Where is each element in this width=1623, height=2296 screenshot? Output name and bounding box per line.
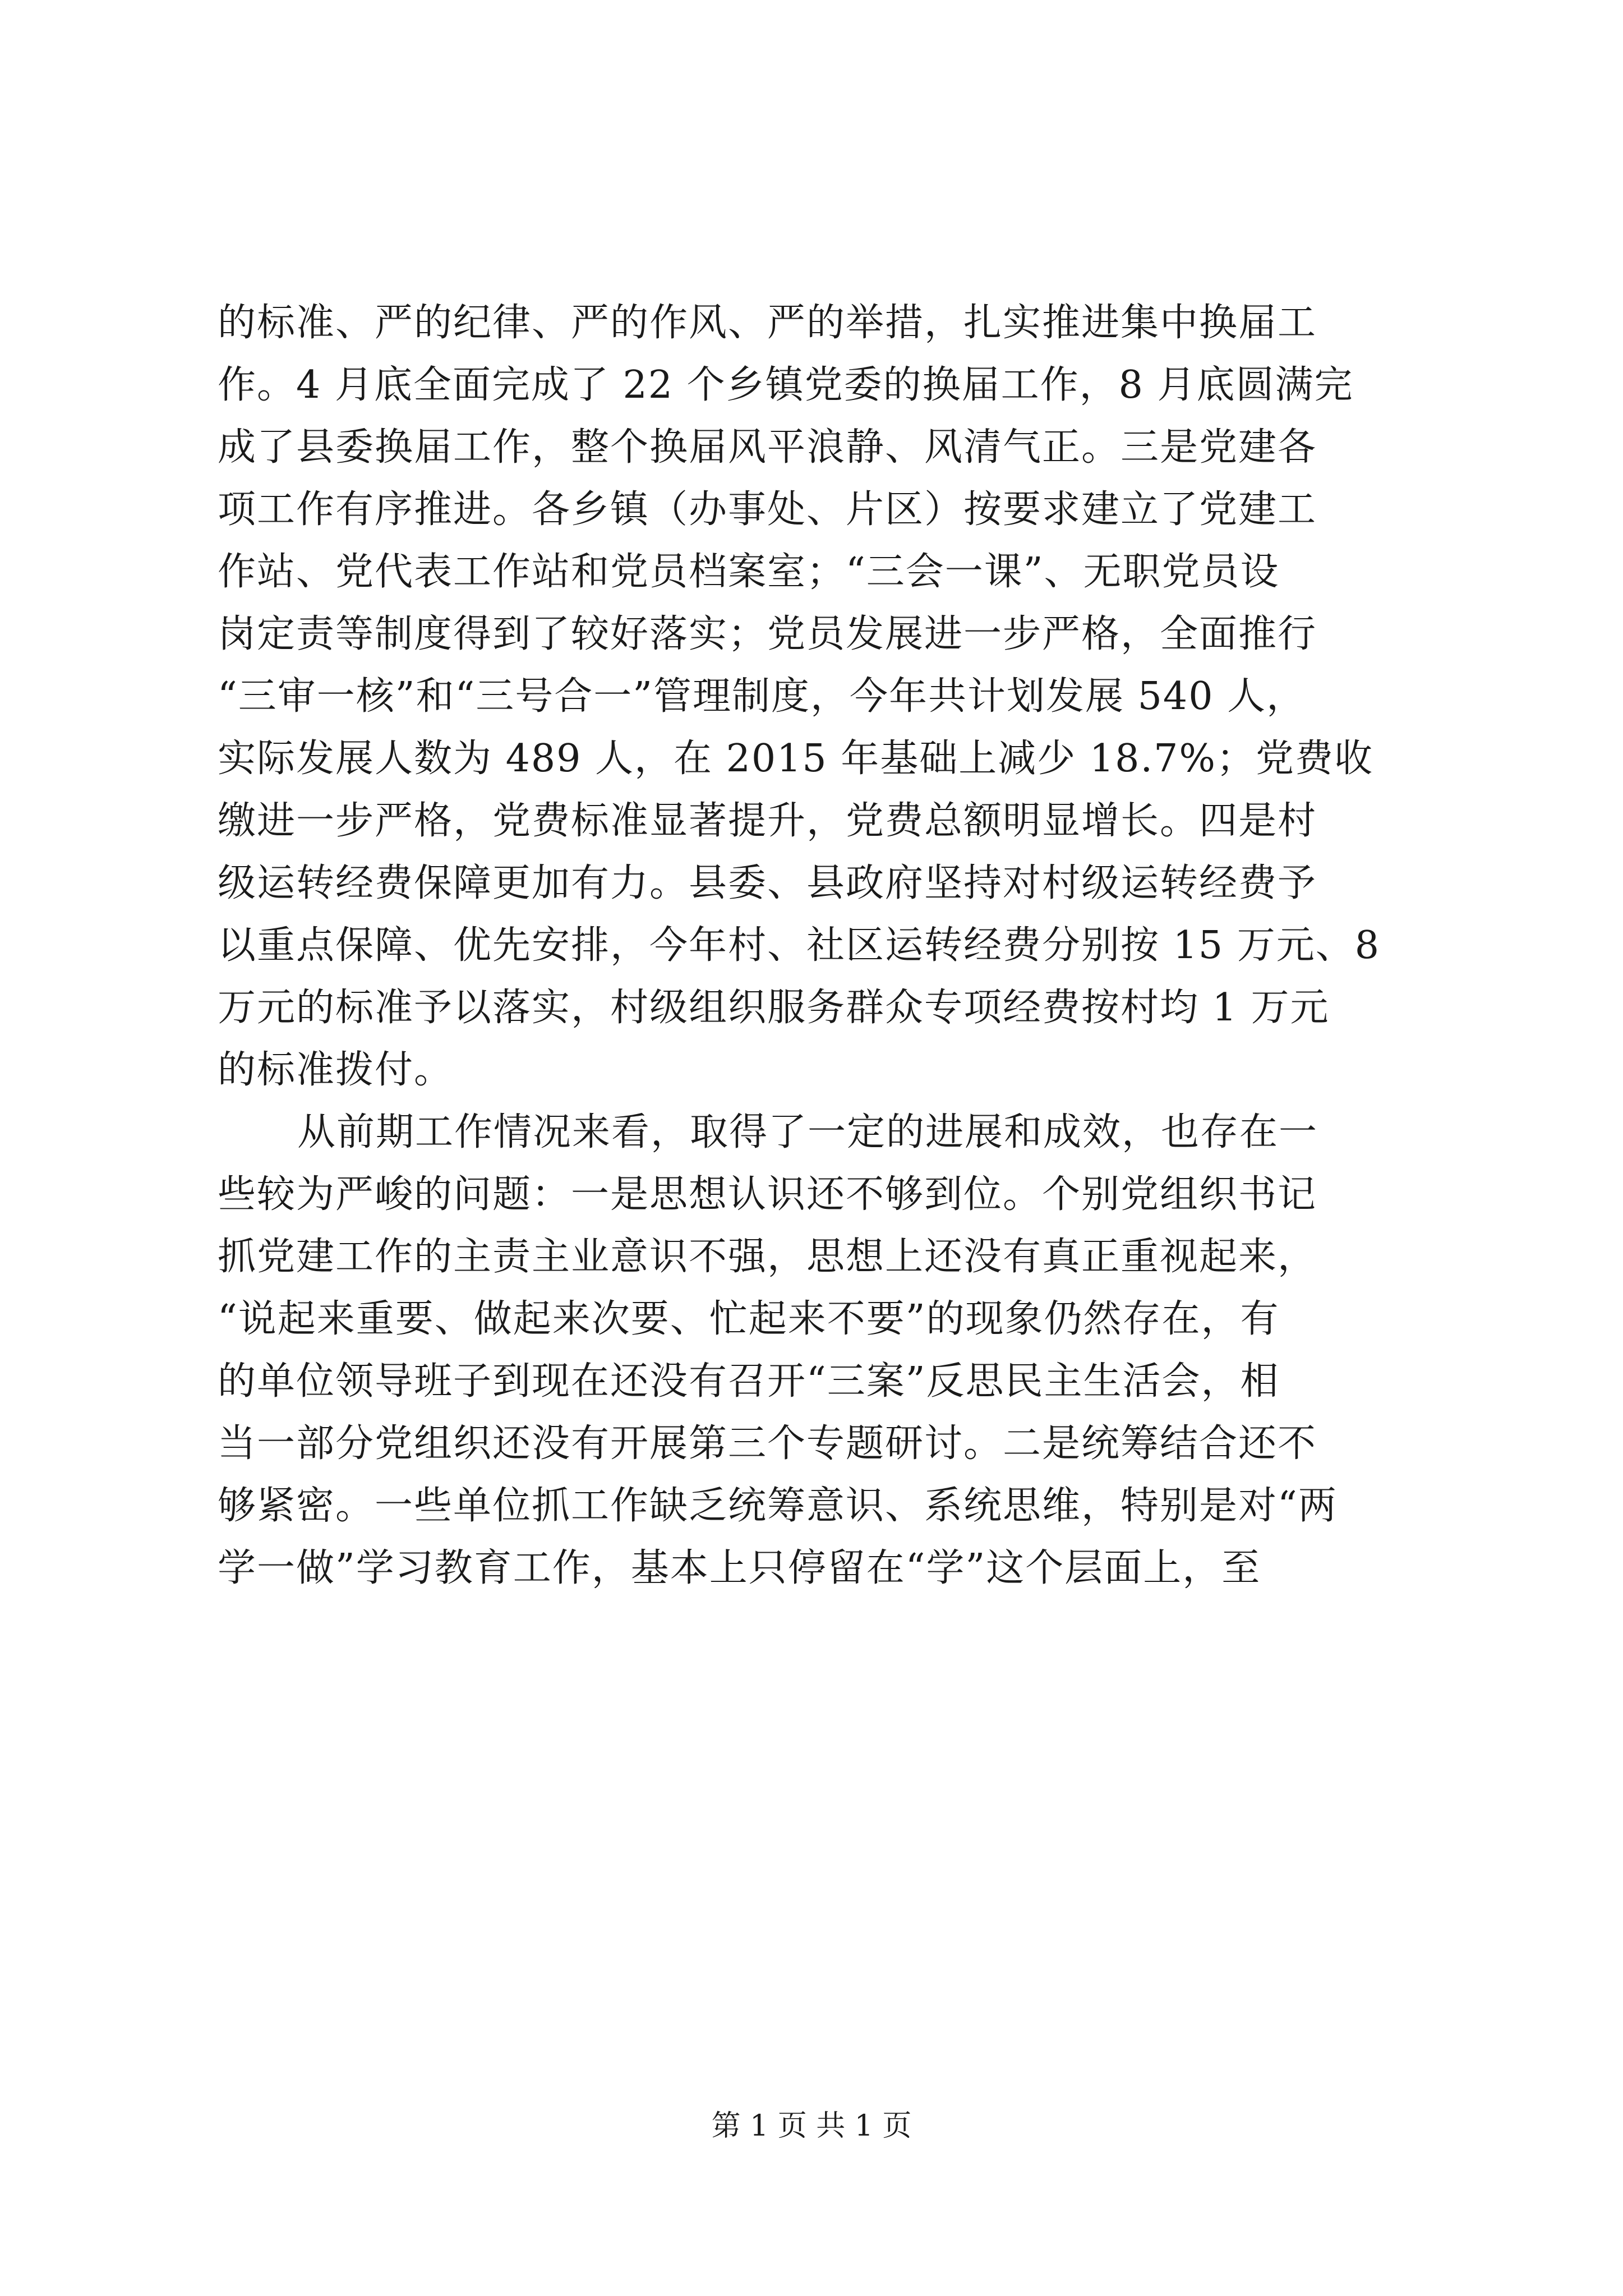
body-text <box>218 292 1418 1599</box>
text-line: 的标准拨付。 <box>218 1048 454 1092</box>
text-line: 些较为严峻的问题：一是思想认识还不够到位。个别党组织书记 <box>218 1172 1317 1217</box>
text-line: 实际发展人数为 489 人，在 2015 年基础上减少 18.7%；党费收 <box>218 737 1373 781</box>
paragraph-start-line: 从前期工作情况来看，取得了一定的进展和成效，也存在一 <box>297 1110 1318 1154</box>
text-line: 当一部分党组织还没有开展第三个专题研讨。二是统筹结合还不 <box>218 1421 1317 1466</box>
text-line: 抓党建工作的主责主业意识不强，思想上还没有真正重视起来， <box>218 1235 1317 1279</box>
text-line: 以重点保障、优先安排，今年村、社区运转经费分别按 15 万元、8 <box>218 923 1381 968</box>
text-line: 够紧密。一些单位抓工作缺乏统筹意识、系统思维，特别是对“两 <box>218 1484 1338 1528</box>
text-line: 岗定责等制度得到了较好落实；党员发展进一步严格，全面推行 <box>218 612 1317 656</box>
text-line: 项工作有序推进。各乡镇（办事处、片区）按要求建立了党建工 <box>218 487 1317 532</box>
text-line: 的标准、严的纪律、严的作风、严的举措，扎实推进集中换届工 <box>218 301 1317 345</box>
text-line: 缴进一步严格，党费标准显著提升，党费总额明显增长。四是村 <box>218 799 1317 843</box>
page-footer: 第 1 页 共 1 页 <box>711 2109 912 2143</box>
text-line: 成了县委换届工作，整个换届风平浪静、风清气正。三是党建各 <box>218 425 1317 470</box>
text-line: 级运转经费保障更加有力。县委、县政府坚持对村级运转经费予 <box>218 861 1317 905</box>
text-line: 万元的标准予以落实，村级组织服务群众专项经费按村均 1 万元 <box>218 986 1330 1030</box>
text-line: 的单位领导班子到现在还没有召开“三案”反思民主生活会，相 <box>218 1359 1280 1404</box>
text-line: 作站、党代表工作站和党员档案室；“三会一课”、无职党员设 <box>218 550 1280 594</box>
text-line: 作。4 月底全面完成了 22 个乡镇党委的换届工作，8 月底圆满完 <box>218 363 1354 407</box>
text-line: 学一做”学习教育工作，基本上只停留在“学”这个层面上，至 <box>218 1546 1261 1590</box>
text-line: “说起来重要、做起来次要、忙起来不要”的现象仍然存在，有 <box>218 1297 1280 1341</box>
text-line: “三审一核”和“三号合一”管理制度，今年共计划发展 540 人， <box>218 674 1306 719</box>
